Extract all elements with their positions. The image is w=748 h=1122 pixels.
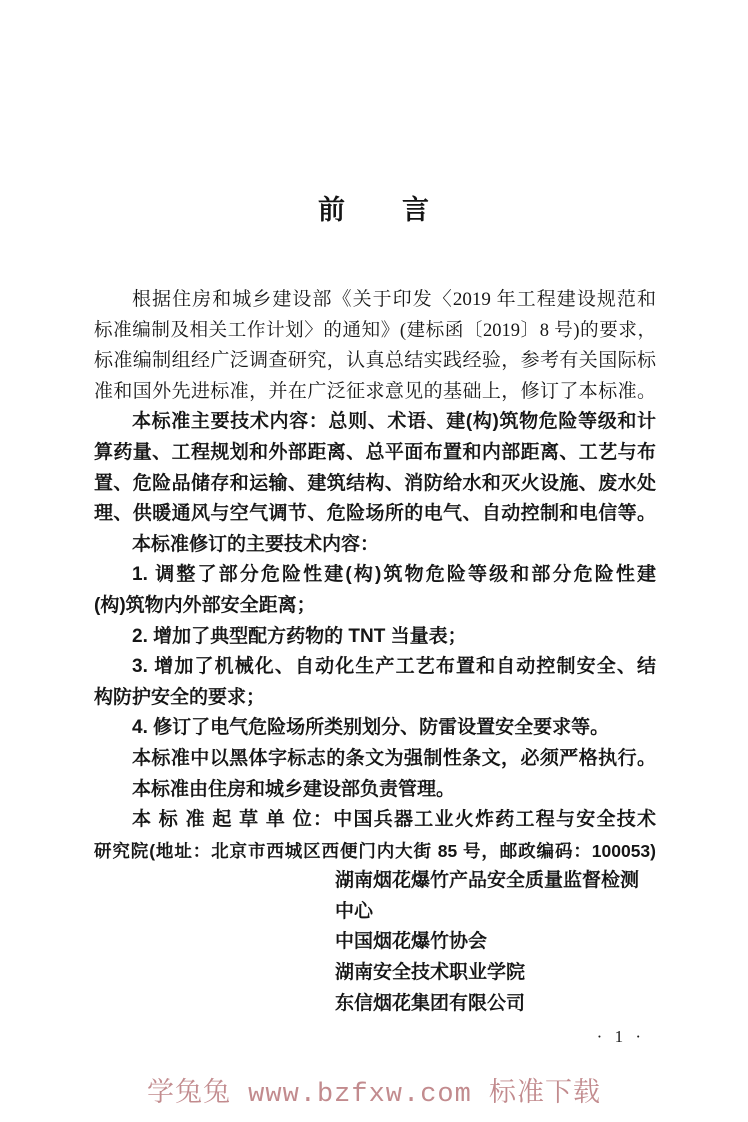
text-line: 本标准主要技术内容：总则、术语、建(构)筑物危险等级和计: [132, 411, 656, 433]
text-line: 本标准由住房和城乡建设部负责管理。: [132, 778, 456, 800]
text-line: 中国烟花爆竹协会: [335, 931, 488, 953]
text-line: 标准编制组经广泛调查研究，认真总结实践经验，参考有关国际标: [94, 350, 656, 372]
text-line: 本标准中以黑体字标志的条文为强制性条文，必须严格执行。: [132, 747, 656, 769]
text-line: 根据住房和城乡建设部《关于印发〈2019 年工程建设规范和: [132, 289, 656, 310]
page-title: 前 言: [318, 195, 430, 225]
text-line: 3. 增加了机械化、自动化生产工艺布置和自动控制安全、结: [132, 656, 656, 678]
text-line: 标准编制及相关工作计划〉的通知》(建标函〔2019〕8 号)的要求，: [94, 320, 656, 341]
text-line: 构防护安全的要求；: [94, 686, 266, 708]
text-line: 准和国外先进标准，并在广泛征求意见的基础上，修订了本标准。: [94, 380, 656, 402]
text-line: 东信烟花集团有限公司: [335, 992, 526, 1014]
text-line: 4. 修订了电气危险场所类别划分、防雷设置安全要求等。: [132, 717, 610, 739]
text-line: 本 标 准 起 草 单 位：中国兵器工业火炸药工程与安全技术: [132, 809, 656, 831]
text-line: 湖南烟花爆竹产品安全质量监督检测: [335, 870, 640, 892]
text-line: 中心: [335, 900, 374, 922]
text-line: 置、危险品储存和运输、建筑结构、消防给水和灭火设施、废水处: [94, 472, 656, 494]
text-line: 理、供暖通风与空气调节、危险场所的电气、自动控制和电信等。: [94, 503, 656, 525]
text-line: (构)筑物内外部安全距离；: [94, 594, 316, 616]
text-line: 本标准修订的主要技术内容：: [132, 533, 380, 555]
text-line: 1. 调整了部分危险性建(构)筑物危险等级和部分危险性建: [132, 564, 656, 586]
body-text: [94, 285, 656, 1019]
text-line: 研究院(地址：北京市西城区西便门内大街 85 号，邮政编码：100053): [94, 840, 656, 861]
text-line: 2. 增加了典型配方药物的 TNT 当量表；: [132, 625, 467, 647]
text-line: 算药量、工程规划和外部距离、总平面布置和内部距离、工艺与布: [94, 441, 656, 463]
page-number: · 1 ·: [596, 1027, 645, 1046]
watermark: 学兔兔 www.bzfxw.com 标准下载: [146, 1080, 602, 1110]
text-line: 湖南安全技术职业学院: [335, 962, 526, 984]
